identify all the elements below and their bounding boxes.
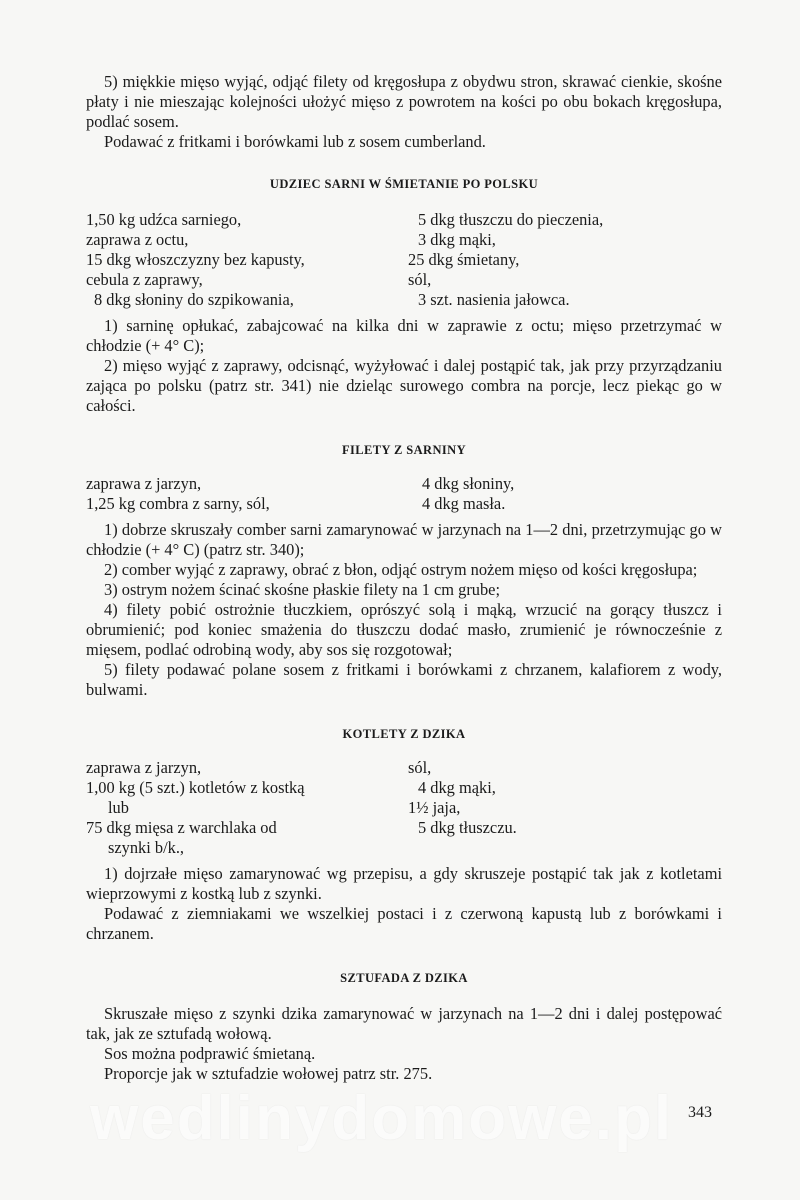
ingredient-item: 3 dkg mąki, [418,230,496,249]
ingredients-left-column [86,210,408,310]
ingredients-list [86,210,722,310]
ingredient-item: zaprawa z octu, [86,230,189,249]
ingredient-item: 15 dkg włoszczyzny bez kapusty, [86,250,305,269]
recipe-step: 1) dobrze skruszały comber sarni zamarynować w jarzynach na 1—2 dni, przetrzymując go w chłodzie (+ 4° C) (patrz str. 340); [86,520,722,559]
recipe-step: 5) filety podawać polane sosem z fritkami i borówkami z chrzanem, kalafiorem z wody, bulwami. [86,660,722,699]
ingredient-item: 5 dkg tłuszczu. [418,818,517,837]
recipe-step: 1) dojrzałe mięso zamarynować wg przepisu, a gdy skruszeje postąpić tak jak z kotletami wieprzowymi z kostką lub z szynki. [86,864,722,903]
ingredient-item: lub [108,798,129,817]
page-number: 343 [688,1104,712,1121]
ingredient-item: 4 dkg masła. [422,494,506,513]
recipe-title: KOTLETY Z DZIKA [342,727,466,741]
ingredients-right-column [408,758,722,858]
recipe-title: FILETY Z SARNINY [341,443,466,457]
ingredient-item: 1,50 kg udźca sarniego, [86,210,242,229]
ingredient-item: 4 dkg słoniny, [422,474,515,493]
recipe-title: UDZIEC SARNI W ŚMIETANIE PO POLSKU [269,177,539,191]
ingredients-left-column [86,474,408,514]
recipe-step: 4) filety pobić ostrożnie tłuczkiem, oprószyć solą i mąką, wrzucić na gorący tłuszcz i obrumienić; pod koniec smażenia do tłuszczu dodać masło, zrumienić je równocześnie z mięsem, podlać odrobiną wody, aby sos się rozgotował; [86,600,722,659]
ingredients-list [86,758,722,858]
ingredients-left-column [86,758,408,858]
ingredients-list [86,474,722,514]
ingredients-right-column [408,210,722,310]
recipe-paragraph: Proporcje jak w sztufadzie wołowej patrz str. 275. [104,1064,433,1083]
ingredient-item: cebula z zaprawy, [86,270,203,289]
ingredient-item: zaprawa z jarzyn, [86,758,202,777]
recipe-step: 1) sarninę opłukać, zabajcować na kilka dni w zaprawie z octu; mięso przetrzymać w chłodzie (+ 4° C); [86,316,722,355]
ingredient-item: sól, [408,270,432,289]
ingredient-item: 5 dkg tłuszczu do pieczenia, [418,210,604,229]
book-page [86,72,722,1084]
recipe-step: 2) mięso wyjąć z zaprawy, odcisnąć, wyżyłować i dalej postąpić tak, jak przy przyrządzaniu zająca po polsku (patrz str. 341) nie dzieląc surowego combra na porcje, lecz piekąc go w całości. [86,356,722,415]
watermark: wedlinydomowe.pl [90,1084,674,1153]
recipe-paragraph: Skruszałe mięso z szynki dzika zamarynować w jarzynach na 1—2 dni i dalej postępować tak, jak ze sztufadą wołową. [86,1004,722,1043]
recipe-step: 3) ostrym nożem ścinać skośne płaskie filety na 1 cm grube; [104,580,501,599]
ingredient-item: 1½ jaja, [408,798,461,817]
ingredient-item: 3 szt. nasienia jałowca. [418,290,570,309]
ingredient-item: zaprawa z jarzyn, [86,474,202,493]
recipe-step: 2) comber wyjąć z zaprawy, obrać z błon, odjąć ostrym nożem mięso od kości kręgosłupa; [104,560,698,579]
ingredient-item: 75 dkg mięsa z warchlaka od [86,818,277,837]
ingredient-item: 1,00 kg (5 szt.) kotletów z kostką [86,778,305,797]
ingredient-item: 25 dkg śmietany, [408,250,520,269]
ingredient-item: szynki b/k., [108,838,185,857]
recipe-title: SZTUFADA Z DZIKA [340,971,468,985]
intro-step-5: 5) miękkie mięso wyjąć, odjąć filety od kręgosłupa z obydwu stron, skrawać cienkie, skośne płaty i nie mieszając kolejności ułożyć mięso z powrotem na kości po obu bokach kręgosłupa, podlać sosem. [86,72,722,131]
ingredients-right-column [408,474,722,514]
ingredient-item: 4 dkg mąki, [418,778,496,797]
ingredient-item: 1,25 kg combra z sarny, sól, [86,494,270,513]
intro-serving-note: Podawać z fritkami i borówkami lub z sosem cumberland. [104,132,486,151]
ingredient-item: 8 dkg słoniny do szpikowania, [94,290,294,309]
ingredient-item: sól, [408,758,432,777]
recipe-paragraph: Sos można podprawić śmietaną. [104,1044,316,1063]
recipe-serving-note: Podawać z ziemniakami we wszelkiej postaci i z czerwoną kapustą lub z borówkami i chrzanem. [86,904,722,943]
